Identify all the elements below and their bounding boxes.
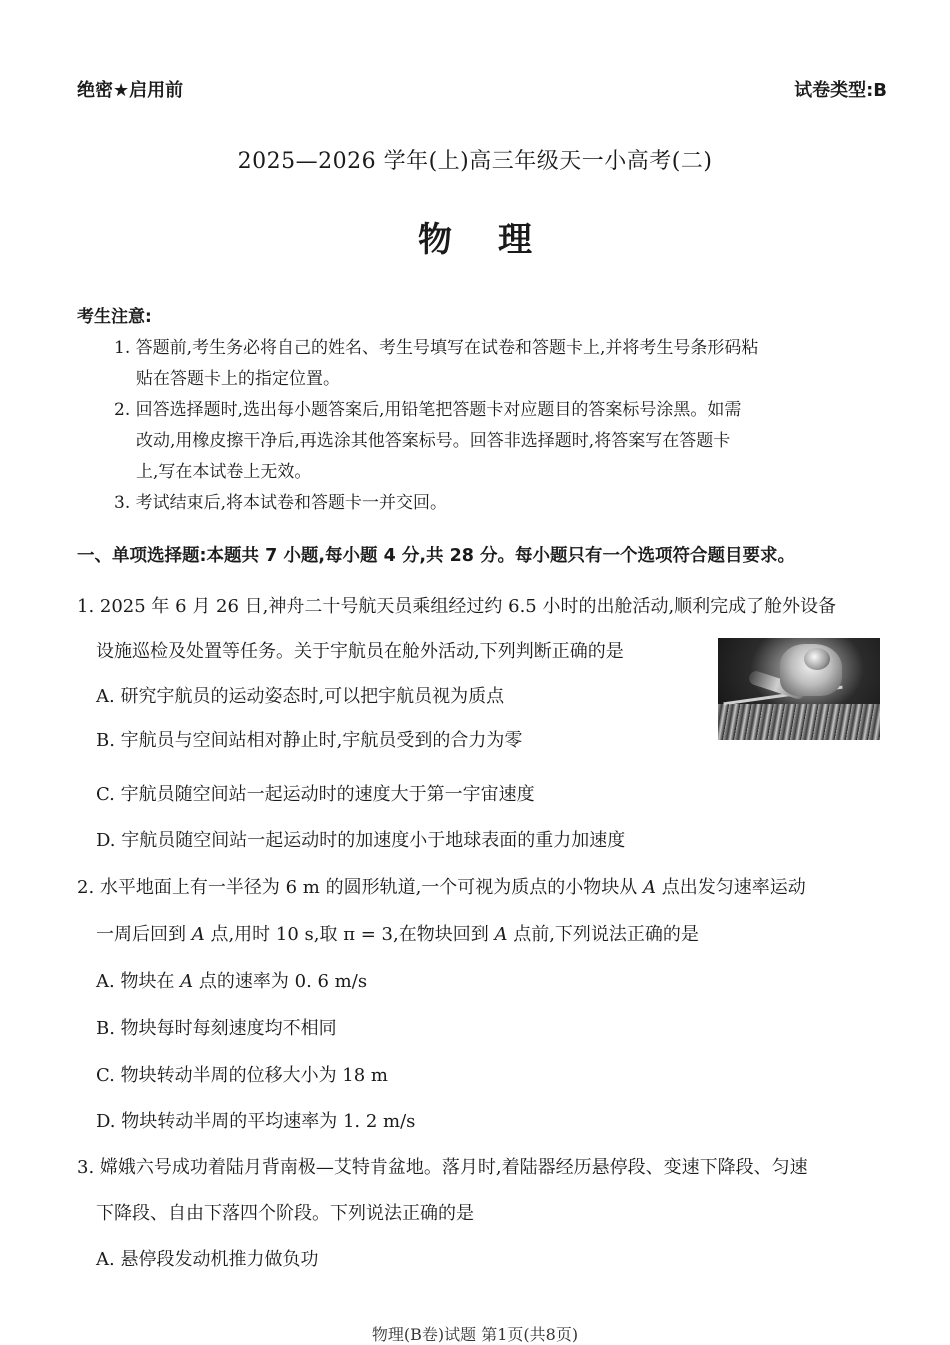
question-1-line-2: 设施巡检及处置等任务。关于宇航员在舱外活动,下列判断正确的是 bbox=[96, 641, 624, 662]
paper-type-label: 试卷类型:B bbox=[794, 80, 887, 101]
point-a-label: A bbox=[643, 877, 657, 898]
question-2-option-d: D. 物块转动半周的平均速率为 1. 2 m/s bbox=[96, 1111, 416, 1132]
question-3-line-2: 下降段、自由下落四个阶段。下列说法正确的是 bbox=[96, 1203, 474, 1224]
notice-line: 贴在答题卡上的指定位置。 bbox=[136, 369, 340, 389]
question-3-option-a: A. 悬停段发动机推力做负功 bbox=[96, 1249, 319, 1270]
point-a-label: A bbox=[191, 924, 205, 945]
notice-line: 3. 考试结束后,将本试卷和答题卡一并交回。 bbox=[114, 493, 448, 513]
exam-title: 2025—2026 学年(上)高三年级天一小高考(二) bbox=[237, 149, 713, 174]
section-heading: 一、单项选择题:本题共 7 小题,每小题 4 分,共 28 分。每小题只有一个选项符合题目要求。 bbox=[77, 546, 796, 566]
notice-line: 2. 回答选择题时,选出每小题答案后,用铅笔把答题卡对应题目的答案标号涂黑。如需 bbox=[114, 400, 742, 420]
question-1-option-d: D. 宇航员随空间站一起运动时的加速度小于地球表面的重力加速度 bbox=[96, 830, 626, 851]
notice-line: 改动,用橡皮擦干净后,再选涂其他答案标号。回答非选择题时,将答案写在答题卡 bbox=[136, 431, 731, 451]
question-3-line-1: 3. 嫦娥六号成功着陆月背南极—艾特肯盆地。落月时,着陆器经历悬停段、变速下降段、匀速 bbox=[77, 1157, 808, 1178]
astronaut-photo bbox=[718, 638, 880, 740]
notice-line: 上,写在本试卷上无效。 bbox=[136, 462, 312, 482]
question-2-line-2: 一周后回到 A 点,用时 10 s,取 π = 3,在物块回到 A 点前,下列说法正确的是 bbox=[96, 924, 699, 945]
question-1-option-b: B. 宇航员与空间站相对静止时,宇航员受到的合力为零 bbox=[96, 730, 523, 751]
question-2-option-b: B. 物块每时每刻速度均不相同 bbox=[96, 1018, 337, 1039]
point-a-label: A bbox=[180, 971, 194, 992]
question-2-option-a: A. 物块在 A 点的速率为 0. 6 m/s bbox=[96, 971, 368, 992]
secret-label: 绝密★启用前 bbox=[77, 80, 184, 101]
question-1-line-1: 1. 2025 年 6 月 26 日,神舟二十号航天员乘组经过约 6.5 小时的出舱活动,顺利完成了舱外设备 bbox=[77, 596, 837, 617]
notice-title: 考生注意: bbox=[77, 307, 152, 327]
subject-title: 物理 bbox=[418, 220, 578, 260]
page-footer: 物理(B卷)试题 第1页(共8页) bbox=[371, 1325, 579, 1344]
question-1-option-a: A. 研究宇航员的运动姿态时,可以把宇航员视为质点 bbox=[96, 686, 505, 707]
question-2-line-1: 2. 水平地面上有一半径为 6 m 的圆形轨道,一个可视为质点的小物块从 A 点出发匀速率运动 bbox=[77, 877, 806, 898]
question-1-option-c: C. 宇航员随空间站一起运动时的速度大于第一宇宙速度 bbox=[96, 784, 535, 805]
notice-line: 1. 答题前,考生务必将自己的姓名、考生号填写在试卷和答题卡上,并将考生号条形码粘 bbox=[114, 338, 759, 358]
point-a-label: A bbox=[494, 924, 508, 945]
question-2-option-c: C. 物块转动半周的位移大小为 18 m bbox=[96, 1065, 388, 1086]
